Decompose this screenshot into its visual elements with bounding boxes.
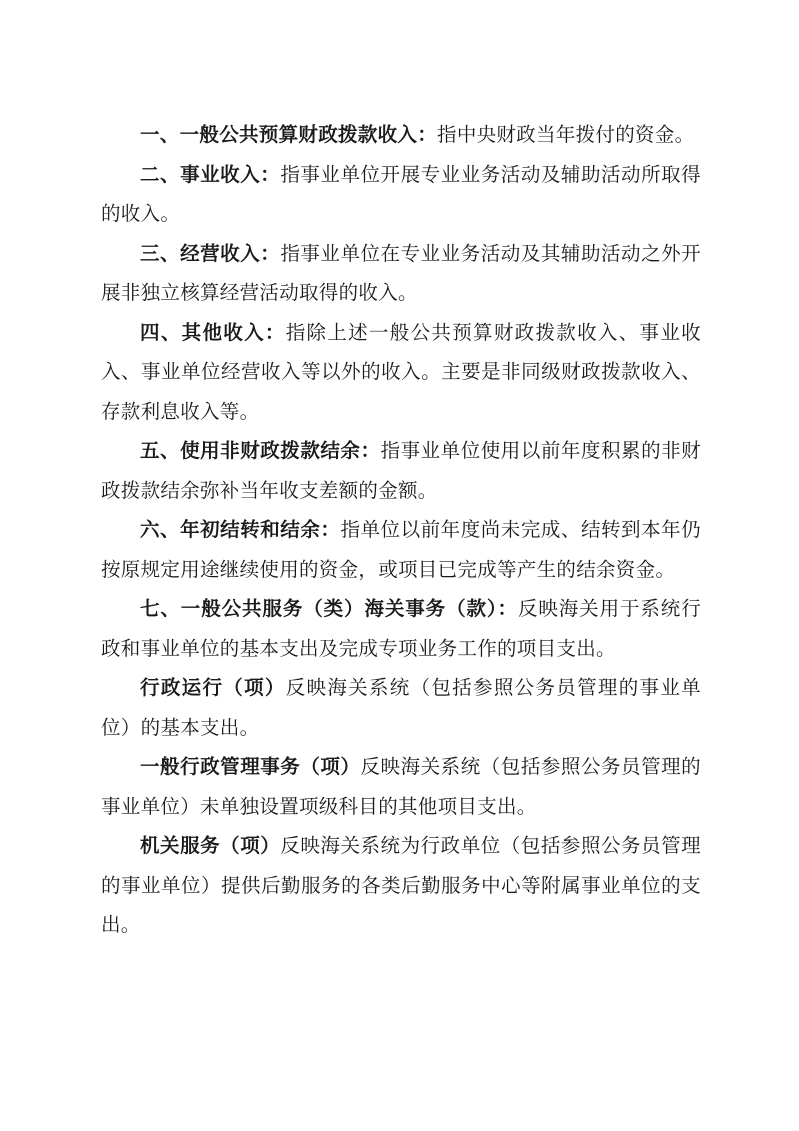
term-heading: 四、其他收入：: [140, 320, 286, 344]
paragraph-general-budget-income: [101, 115, 701, 155]
paragraph-non-fiscal-balance: [101, 431, 701, 510]
paragraph-agency-services: [101, 826, 701, 945]
term-definition: 指事业单位在专业业务活动及其辅助活动之外开展非独立核算经营活动取得的收入。: [101, 241, 701, 304]
paragraph-business-income: [101, 155, 701, 234]
term-definition: 反映海关系统（包括参照公务员管理的事业单位）的基本支出。: [101, 676, 701, 739]
term-definition: 反映海关系统为行政单位（包括参照公务员管理的事业单位）提供后勤服务的各类后勤服务中心等附属事业单位的支出。: [101, 834, 701, 936]
paragraph-operating-income: [101, 234, 701, 313]
term-heading: 五、使用非财政拨款结余：: [140, 439, 381, 462]
term-heading: 二、事业收入：: [140, 162, 281, 186]
paragraph-general-admin-affairs: [101, 747, 701, 826]
paragraph-other-income: [101, 313, 701, 432]
term-definition: 指单位以前年度尚未完成、结转到本年仍按原规定用途继续使用的资金，或项目已完成等产生的结余资金。: [101, 518, 701, 581]
term-definition: 反映海关系统（包括参照公务员管理的事业单位）未单独设置项级科目的其他项目支出。: [101, 755, 701, 818]
term-definition: 指除上述一般公共预算财政拨款收入、事业收入、事业单位经营收入等以外的收入。主要是非同级财政拨款收入、存款利息收入等。: [101, 320, 701, 423]
term-heading: 一、一般公共预算财政拨款收入：: [140, 123, 438, 146]
document-body: [101, 115, 701, 945]
term-definition: 指事业单位开展专业业务活动及辅助活动所取得的收入。: [101, 162, 701, 225]
term-definition: 指中央财政当年拨付的资金。: [437, 123, 695, 146]
paragraph-administrative-operation: [101, 668, 701, 747]
term-heading: 三、经营收入：: [140, 241, 281, 265]
term-definition: 反映海关用于系统行政和事业单位的基本支出及完成专项业务工作的项目支出。: [101, 597, 701, 660]
term-heading: 七、一般公共服务（类）海关事务（款）：: [140, 597, 518, 620]
term-heading: 六、年初结转和结余：: [140, 518, 341, 541]
term-heading: 行政运行（项）: [140, 676, 286, 699]
paragraph-customs-affairs: [101, 589, 701, 668]
term-heading: 机关服务（项）: [140, 834, 281, 857]
term-definition: 指事业单位使用以前年度积累的非财政拨款结余弥补当年收支差额的金额。: [101, 439, 701, 502]
paragraph-carryover-balance: [101, 510, 701, 589]
term-heading: 一般行政管理事务（项）: [140, 755, 361, 778]
